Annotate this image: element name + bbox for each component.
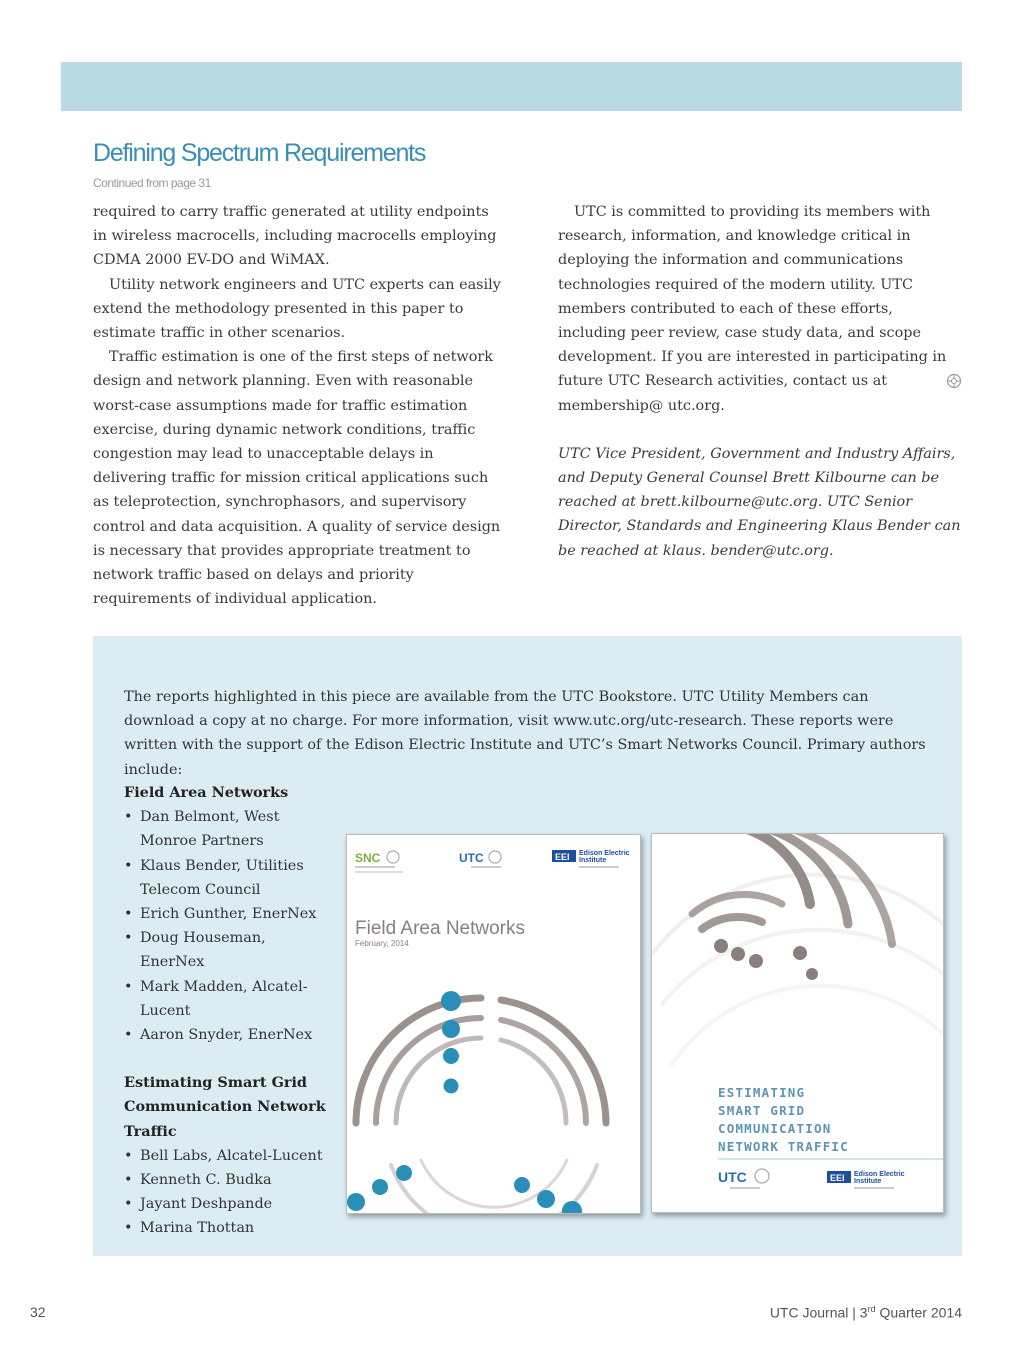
cover-date: February, 2014 bbox=[355, 939, 409, 948]
continued-note: Continued from page 31 bbox=[93, 176, 211, 190]
paragraph: required to carry traffic generated at utility endpoints in wireless macrocells, including macrocells employing CDMA 2000 EV-DO and WiMAX. bbox=[93, 204, 497, 269]
svg-text:Institute: Institute bbox=[854, 1178, 882, 1185]
top-color-band bbox=[61, 62, 962, 111]
journal-name: UTC Journal | 3 bbox=[769, 1304, 868, 1321]
svg-text:COMMUNICATION: COMMUNICATION bbox=[718, 1121, 832, 1136]
ordinal-suffix: rd bbox=[867, 1304, 876, 1314]
cover-title bbox=[718, 1085, 849, 1154]
arc-graphic bbox=[356, 998, 606, 1213]
paragraph: Utility network engineers and UTC experts can easily extend the methodology presented in this paper to estimate traffic in other scenarios. bbox=[93, 276, 501, 342]
left-column bbox=[93, 200, 503, 611]
author-list bbox=[124, 805, 329, 1047]
end-of-article-icon bbox=[946, 373, 962, 389]
authors-list bbox=[124, 781, 329, 1265]
eei-logo bbox=[552, 850, 630, 868]
svg-text:EEI: EEI bbox=[830, 1173, 845, 1183]
author-item: • Dan Belmont, West Monroe Partners bbox=[124, 805, 329, 853]
paragraph: UTC is committed to providing its members with research, information, and knowledge critical in deploying the information and communications technologies required of the modern utility. UTC members contributed to each of these efforts, including peer review, case study data, and scope development. If you are interested in participating in future UTC Research activities, contact us at membership@ utc.org. bbox=[558, 204, 947, 414]
svg-text:SMART GRID: SMART GRID bbox=[718, 1103, 806, 1118]
svg-text:Edison Electric: Edison Electric bbox=[854, 1171, 905, 1178]
field-area-networks-cover bbox=[346, 834, 641, 1214]
author-item: • Doug Houseman, EnerNex bbox=[124, 926, 329, 974]
reports-sidebar bbox=[93, 636, 962, 1256]
paragraph: Traffic estimation is one of the first steps of network design and network planning. Even with reasonable worst-case assumptions made for traffic estimation exercise, during dynamic network conditions, traffic congestion may lead to unacceptable delays in delivering traffic for mission critical applications such as teleprotection, synchrophasors, and supervisory control and data acquisition. A quality of service design is necessary that provides appropriate treatment to network traffic based on delays and priority requirements of individual application. bbox=[93, 349, 501, 608]
svg-text:UTC: UTC bbox=[718, 1169, 747, 1185]
author-item: • Mark Madden, Alcatel-Lucent bbox=[124, 975, 329, 1023]
author-item: • Kenneth C. Budka bbox=[124, 1168, 329, 1192]
svg-text:Institute: Institute bbox=[579, 857, 607, 864]
author-item: • Aaron Snyder, EnerNex bbox=[124, 1023, 329, 1047]
svg-text:SNC: SNC bbox=[355, 851, 381, 865]
group-title: Field Area Networks bbox=[124, 784, 289, 801]
sidebar-intro: The reports highlighted in this piece are available from the UTC Bookstore. UTC Utility Members can download a copy at no charge. For more information, visit www.utc.org/utc-research. These reports were written with the support of the Edison Electric Institute and UTC’s Smart Networks Council. Primary authors include: bbox=[124, 689, 926, 778]
author-item: • Klaus Bender, Utilities Telecom Council bbox=[124, 854, 329, 902]
cover-title: Field Area Networks bbox=[355, 918, 526, 939]
svg-text:Edison Electric: Edison Electric bbox=[579, 850, 630, 857]
author-item: • Bell Labs, Alcatel-Lucent bbox=[124, 1144, 329, 1168]
author-list bbox=[124, 1144, 329, 1241]
group-title: Estimating Smart Grid Communication Network Traffic bbox=[124, 1074, 326, 1140]
author-item: • Erich Gunther, EnerNex bbox=[124, 902, 329, 926]
section-title: Defining Spectrum Requirements bbox=[93, 139, 426, 167]
eei-logo bbox=[827, 1171, 905, 1189]
quarter-label: Quarter 2014 bbox=[875, 1304, 962, 1321]
author-item: • Jayant Deshpande bbox=[124, 1192, 329, 1216]
estimating-traffic-cover bbox=[651, 833, 944, 1213]
utc-logo bbox=[718, 1169, 769, 1189]
snc-logo bbox=[355, 851, 403, 873]
svg-text:ESTIMATING: ESTIMATING bbox=[718, 1085, 806, 1100]
svg-text:UTC: UTC bbox=[459, 851, 484, 865]
dot-graphic bbox=[714, 939, 818, 980]
dot-graphic bbox=[347, 991, 582, 1213]
svg-text:NETWORK TRAFFIC: NETWORK TRAFFIC bbox=[718, 1139, 849, 1154]
contact-paragraph: UTC Vice President, Government and Industry Affairs, and Deputy General Counsel Brett Kilbourne can be reached at brett.kilbourne@utc.org. UTC Senior Director, Standards and Engineering Klaus Bender can be reached at klaus. bender@utc.org. bbox=[558, 445, 961, 559]
utc-logo bbox=[459, 851, 501, 868]
page-number: 32 bbox=[30, 1304, 46, 1320]
right-column bbox=[558, 200, 963, 563]
author-item: • Marina Thottan bbox=[124, 1216, 329, 1240]
journal-footer bbox=[770, 1304, 962, 1321]
svg-text:EEI: EEI bbox=[555, 852, 570, 862]
